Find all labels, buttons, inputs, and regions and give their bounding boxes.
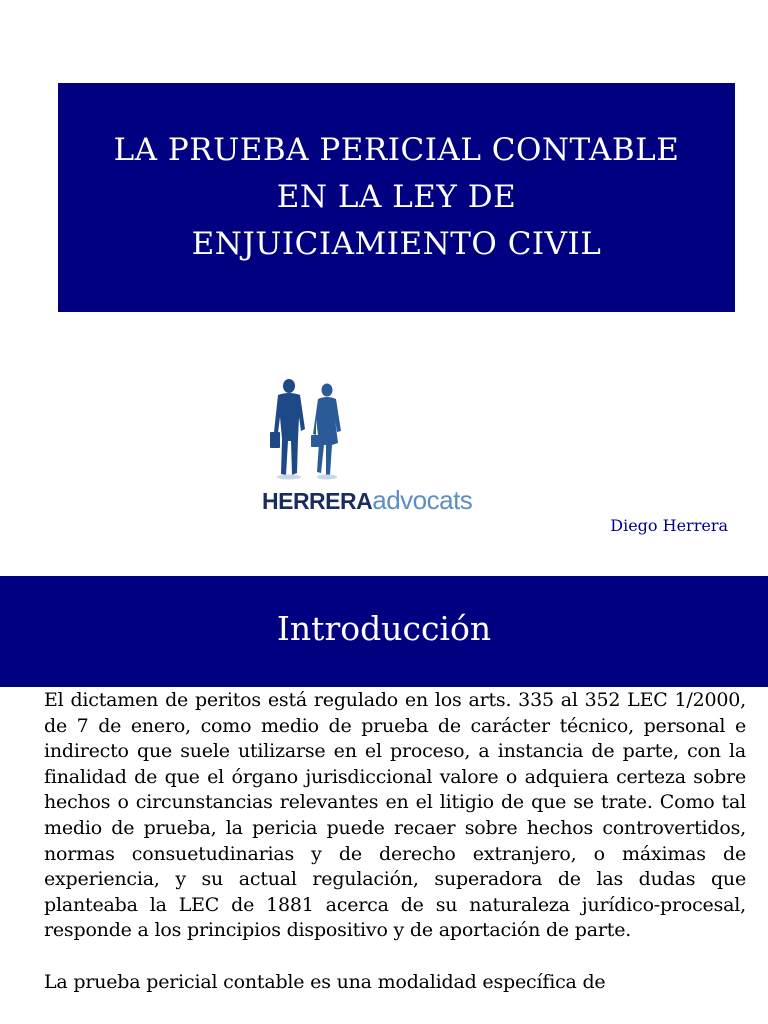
body-text <box>44 688 746 996</box>
logo-light-text: advocats <box>372 485 473 515</box>
businessman-figure <box>270 379 305 475</box>
herrera-advocats-logo <box>262 377 502 517</box>
title-line-3: ENJUICIAMIENTO CIVIL <box>191 226 602 262</box>
shadow-shape <box>317 475 337 480</box>
title-line-2: EN LA LEY DE <box>276 179 517 215</box>
logo-wordmark <box>262 485 472 516</box>
title-banner <box>58 83 735 312</box>
logo-bold-text: HERRERA <box>262 488 373 514</box>
section-title: Introducción <box>276 609 492 648</box>
author-name: Diego Herrera <box>610 516 728 535</box>
business-people-icon <box>267 377 357 481</box>
shadow-shape <box>277 475 301 480</box>
businesswoman-figure <box>311 384 341 477</box>
section-banner <box>0 576 768 687</box>
paragraph: La prueba pericial contable es una modalidad específica de <box>44 970 606 993</box>
paragraph: El dictamen de peritos está regulado en los arts. 335 al 352 LEC 1/2000, de 7 de enero, como medio de prueba de carácter técnico, personal e indirecto que suele utilizarse en el proceso, a instancia de parte, con la finalidad de que el órgano jurisdiccional valore o adquiera certeza sobre hechos o circunstancias relevantes en el litigio de que se trate. Como tal medio de prueba, la pericia puede recaer sobre hechos controvertidos, normas consuetudinarias y de derecho extranjero, o máximas de experiencia, y su actual regulación, superadora de las dudas que planteaba la LEC de 1881 acerca de su naturaleza jurídico-procesal, responde a los principios dispositivo y de aportación de parte. <box>44 689 746 942</box>
title-line-1: LA PRUEBA PERICIAL CONTABLE <box>113 132 680 168</box>
